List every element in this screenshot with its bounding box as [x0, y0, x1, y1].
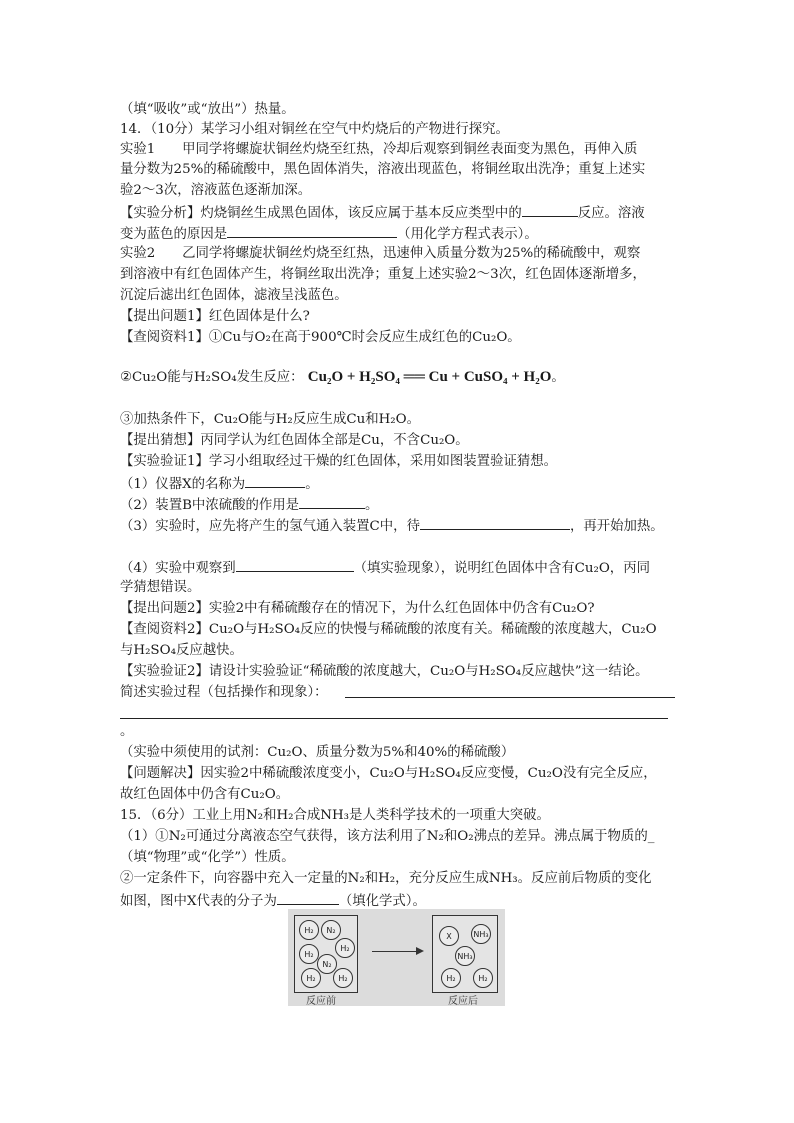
text-line: 【提出问题1】红色固体是什么?	[120, 309, 310, 324]
before-label: 反应前	[306, 996, 336, 1007]
text-line: 【问题解决】因实验2中稀硫酸浓度变小，Cu₂O与H₂SO₄反应变慢，Cu₂O没有完全反应，	[120, 766, 657, 781]
after-label: 反应后	[448, 996, 478, 1007]
reaction-arrow-head	[416, 947, 424, 955]
text-line: 【提出猜想】丙同学认为红色固体全部是Cu，不含Cu₂O。	[120, 433, 469, 448]
before-container	[294, 915, 358, 993]
answer-blank[interactable]	[420, 515, 570, 530]
molecule: NH₃	[455, 946, 475, 966]
text-line: 与H₂SO₄反应越快。	[120, 643, 243, 658]
molecule: H₂	[335, 938, 355, 958]
text-line: 简述实验过程（包括操作和现象）：	[120, 685, 328, 700]
answer-blank[interactable]	[277, 890, 339, 905]
text-line: （填“物理”或“化学”）性质。	[120, 850, 295, 865]
text-line: 【实验验证2】请设计实验验证“稀硫酸的浓度越大，Cu₂O与H₂SO₄反应越快”这一结论。	[120, 664, 649, 679]
answer-line[interactable]	[345, 697, 675, 698]
text-line: 沉淀后滤出红色固体，滤液呈浅蓝色。	[120, 288, 348, 303]
answer-blank[interactable]	[245, 473, 305, 488]
text-line: （1）仪器X的名称为 。	[120, 473, 319, 495]
text-line: 实验2 乙同学将螺旋状铜丝灼烧至红热，迅速伸入质量分数为25%的稀硫酸中，观察	[120, 246, 641, 261]
reaction-arrow	[372, 951, 418, 952]
text-line: ②一定条件下，向容器中充入一定量的N₂和H₂，充分反应生成NH₃。反应前后物质的变化	[120, 871, 652, 886]
text-line: 如图，图中X代表的分子为 （填化学式）。	[120, 890, 426, 912]
text-line: （实验中须使用的试剂：Cu₂O、质量分数为5%和40%的稀硫酸）	[120, 745, 515, 760]
question-15-header: 15．（6分）工业上用N₂和H₂合成NH₃是人类科学技术的一项重大突破。	[120, 808, 550, 823]
molecule: H₂	[441, 968, 461, 988]
text-line: 【提出问题2】实验2中有稀硫酸存在的情况下，为什么红色固体中仍含有Cu₂O?	[120, 601, 595, 616]
text-line: 【查阅资料2】Cu₂O与H₂SO₄反应的快慢与稀硫酸的浓度有关。稀硫酸的浓度越大，Cu₂O	[120, 622, 657, 637]
molecule: X	[439, 926, 459, 946]
text-line: 【查阅资料1】①Cu与O₂在高于900℃时会反应生成红色的Cu₂O。	[120, 330, 521, 345]
answer-blank[interactable]	[236, 557, 354, 572]
text-line: ②Cu₂O能与H₂SO₄发生反应： Cu₂O + H₂SO₄ ══ Cu + CuSO₄ + H₂O。	[120, 369, 565, 385]
text-line: 故红色固体中仍含有Cu₂O。	[120, 787, 290, 802]
text-line: 量分数为25%的稀硫酸中，黑色固体消失，溶液出现蓝色，将铜丝取出洗净；重复上述实	[120, 162, 646, 177]
answer-blank[interactable]	[299, 494, 365, 509]
text-line: 验2～3次，溶液蓝色逐渐加深。	[120, 183, 312, 198]
answer-line[interactable]	[120, 718, 668, 719]
chemical-equation: Cu₂O + H₂SO₄ ══ Cu + CuSO₄ + H₂O	[307, 369, 552, 385]
molecule: H₂	[299, 944, 319, 964]
text-line: 。	[120, 724, 134, 739]
text-line: ③加热条件下，Cu₂O能与H₂反应生成Cu和H₂O。	[120, 412, 421, 427]
molecule: H₂	[473, 968, 493, 988]
molecule: H₂	[299, 920, 319, 940]
reaction-figure	[288, 909, 505, 1006]
text-line: （2）装置B中浓硫酸的作用是 。	[120, 494, 378, 516]
text-line: 实验1 甲同学将螺旋状铜丝灼烧至红热，冷却后观察到铜丝表面变为黑色，再伸入质	[120, 142, 638, 157]
molecule: NH₃	[471, 924, 491, 944]
answer-blank[interactable]	[227, 223, 397, 238]
text-line: 变为蓝色的原因是 （用化学方程式表示）。	[120, 223, 538, 245]
text-line: （填“吸收”或“放出”）热量。	[120, 102, 295, 117]
molecule: N₂	[321, 920, 341, 940]
molecule: N₂	[317, 954, 337, 974]
text-line: 【实验分析】灼烧铜丝生成黑色固体，该反应属于基本反应类型中的 反应。溶液	[120, 202, 645, 224]
text-line: （3）实验时，应先将产生的氢气通入装置C中，待 ，再开始加热。	[120, 515, 664, 537]
text-line: 【实验验证1】学习小组取经过干燥的红色固体，采用如图装置验证猜想。	[120, 454, 558, 469]
answer-blank[interactable]	[522, 202, 578, 217]
question-14-header: 14．（10分）某学习小组对铜丝在空气中灼烧后的产物进行探究。	[120, 122, 509, 137]
molecule: H₂	[333, 968, 353, 988]
text-line: （4）实验中观察到 （填实验现象），说明红色固体中含有Cu₂O，丙同	[120, 557, 650, 579]
text-line: 学猜想错误。	[120, 580, 201, 595]
molecule: H₂	[301, 968, 321, 988]
after-container	[432, 915, 498, 993]
text-line: 到溶液中有红色固体产生，将铜丝取出洗净；重复上述实验2～3次，红色固体逐渐增多，	[120, 267, 646, 282]
text-line: （1）①N₂可通过分离液态空气获得，该方法利用了N₂和O₂沸点的差异。沸点属于物质的_	[120, 829, 655, 844]
